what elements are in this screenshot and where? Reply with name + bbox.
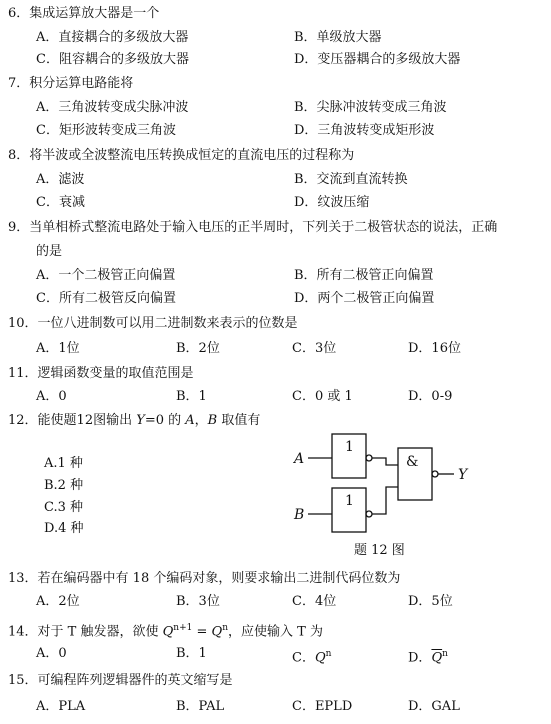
question-11: 11．逻辑函数变量的取值范围是 bbox=[8, 366, 194, 381]
option-9a[interactable]: A．一个二极管正向偏置 bbox=[36, 268, 176, 283]
wire-top-to-and bbox=[372, 458, 398, 465]
option-10c[interactable]: C．3位 bbox=[292, 341, 337, 356]
question-10: 10．一位八进制数可以用二进制数来表示的位数是 bbox=[8, 316, 298, 331]
question-14: 14．对于 T 触发器，欲使 $Q^{n+1} = Q^n$，应使输入 T 为 bbox=[8, 623, 323, 640]
gate-top-label: 1 bbox=[345, 439, 354, 455]
option-10b[interactable]: B．2位 bbox=[176, 341, 220, 356]
option-7d[interactable]: D．三角波转变成矩形波 bbox=[294, 123, 435, 138]
inverter-bubble-bottom bbox=[366, 511, 372, 517]
option-11d[interactable]: D．0-9 bbox=[408, 389, 453, 404]
question-7: 7．积分运算电路能将 bbox=[8, 76, 134, 91]
output-y-label: Y bbox=[458, 467, 468, 483]
output-bubble bbox=[432, 471, 438, 477]
figure-caption: 题 12 图 bbox=[354, 543, 405, 558]
option-12a[interactable]: A.1 种 bbox=[44, 456, 83, 471]
option-14b[interactable]: B．1 bbox=[176, 646, 207, 661]
option-6c[interactable]: C．阻容耦合的多级放大器 bbox=[36, 52, 189, 67]
option-15c[interactable]: C．EPLD bbox=[292, 699, 353, 714]
question-15: 15．可编程阵列逻辑器件的英文缩写是 bbox=[8, 673, 233, 688]
question-6: 6．集成运算放大器是一个 bbox=[8, 6, 160, 21]
option-13b[interactable]: B．3位 bbox=[176, 594, 220, 609]
question-13: 13．若在编码器中有 18 个编码对象，则要求输出二进制代码位数为 bbox=[8, 571, 401, 586]
option-11c[interactable]: C．0 或 1 bbox=[292, 389, 353, 404]
option-9c[interactable]: C．所有二极管反向偏置 bbox=[36, 291, 176, 306]
option-12d[interactable]: D.4 种 bbox=[44, 521, 84, 536]
option-13d[interactable]: D．5位 bbox=[408, 594, 453, 609]
option-12c[interactable]: C.3 种 bbox=[44, 500, 84, 515]
option-8b[interactable]: B．交流到直流转换 bbox=[294, 172, 408, 187]
option-7c[interactable]: C．矩形波转变成三角波 bbox=[36, 123, 176, 138]
option-7b[interactable]: B．尖脉冲波转变成三角波 bbox=[294, 100, 447, 115]
q-bar-n: $\overline{Q}$ bbox=[431, 650, 443, 666]
option-13a[interactable]: A．2位 bbox=[36, 594, 80, 609]
option-14d[interactable]: D．$\overline{Q}^n$ bbox=[408, 649, 448, 666]
input-b-label: B bbox=[294, 507, 305, 523]
option-15b[interactable]: B．PAL bbox=[176, 699, 225, 714]
option-12b[interactable]: B.2 种 bbox=[44, 478, 84, 493]
question-8: 8．将半波或全波整流电压转换成恒定的直流电压的过程称为 bbox=[8, 148, 355, 163]
question-9: 9．当单相桥式整流电路处于输入电压的正半周时，下列关于二极管状态的说法，正确 bbox=[8, 220, 498, 235]
option-10a[interactable]: A．1位 bbox=[36, 341, 80, 356]
wire-bottom-to-and bbox=[372, 487, 398, 514]
question-12: 12．能使题12图输出 Y=0 的 A，B 取值有 bbox=[8, 413, 261, 428]
option-15d[interactable]: D．GAL bbox=[408, 699, 460, 714]
option-6b[interactable]: B．单级放大器 bbox=[294, 30, 382, 45]
gate-bottom-label: 1 bbox=[345, 493, 354, 509]
option-14c[interactable]: C．$Q^n$ bbox=[292, 649, 332, 666]
option-6d[interactable]: D．变压器耦合的多级放大器 bbox=[294, 52, 461, 67]
option-8c[interactable]: C．衰减 bbox=[36, 195, 85, 210]
option-15a[interactable]: A．PLA bbox=[36, 699, 86, 714]
option-11b[interactable]: B．1 bbox=[176, 389, 207, 404]
inverter-bubble-top bbox=[366, 455, 372, 461]
option-10d[interactable]: D．16位 bbox=[408, 341, 461, 356]
option-8d[interactable]: D．纹波压缩 bbox=[294, 195, 370, 210]
option-14a[interactable]: A．0 bbox=[36, 646, 67, 661]
question-9-continued: 的是 bbox=[36, 244, 63, 259]
option-9b[interactable]: B．所有二极管正向偏置 bbox=[294, 268, 434, 283]
option-6a[interactable]: A．直接耦合的多级放大器 bbox=[36, 30, 189, 45]
option-7a[interactable]: A．三角波转变成尖脉冲波 bbox=[36, 100, 189, 115]
option-8a[interactable]: A．滤波 bbox=[36, 172, 85, 187]
input-a-label: A bbox=[294, 451, 305, 467]
and-gate-label: & bbox=[406, 454, 419, 470]
option-11a[interactable]: A．0 bbox=[36, 389, 67, 404]
option-9d[interactable]: D．两个二极管正向偏置 bbox=[294, 291, 435, 306]
logic-circuit-figure bbox=[286, 430, 486, 535]
option-13c[interactable]: C．4位 bbox=[292, 594, 337, 609]
